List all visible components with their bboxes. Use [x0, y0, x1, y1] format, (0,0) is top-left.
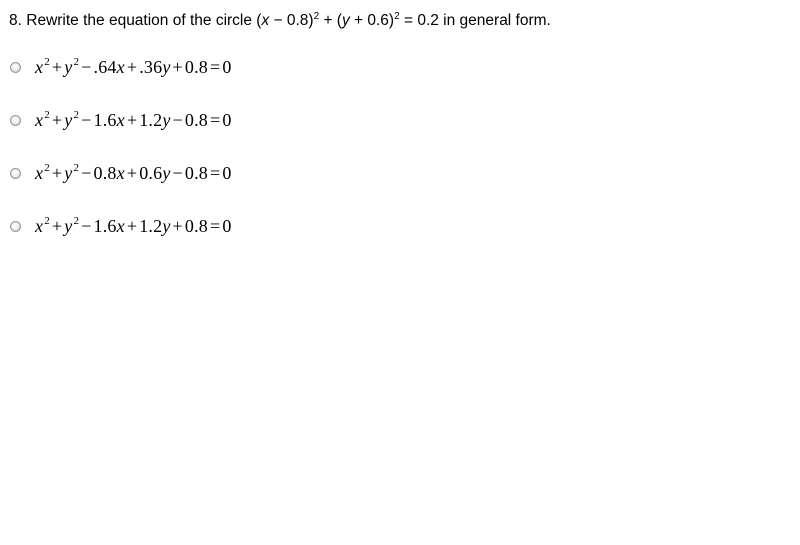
constant-term: 0.8 [184, 162, 208, 183]
answer-option-4[interactable] [10, 213, 232, 239]
operator-3: − [172, 109, 183, 130]
operator-2: + [126, 109, 138, 130]
y-exponent: 2 [73, 161, 80, 174]
x-variable-linear: x [116, 162, 125, 183]
operator-1: − [81, 109, 92, 130]
plus-operator: + [51, 109, 63, 130]
coefficient-2: 1.2 [139, 215, 163, 236]
question-exponent1: 2 [313, 11, 320, 22]
equals-sign: = [209, 215, 221, 236]
right-hand-side: 0 [222, 109, 232, 130]
operator-3: − [172, 162, 183, 183]
operator-1: − [81, 162, 92, 183]
y-exponent: 2 [73, 108, 80, 121]
x-exponent: 2 [44, 108, 50, 121]
operator-2: + [126, 56, 138, 77]
x-variable-linear: x [116, 109, 125, 130]
plus-operator: + [51, 56, 63, 77]
plus-operator: + [51, 162, 63, 183]
right-hand-side: 0 [222, 56, 232, 77]
operator-2: + [126, 162, 138, 183]
answer-option-1[interactable] [10, 54, 232, 80]
question-part3: + 0.6) [349, 12, 395, 29]
y-exponent: 2 [73, 214, 80, 227]
question-text-before: Rewrite the equation of the circle ( [26, 12, 262, 29]
y-variable: y [64, 162, 73, 183]
right-hand-side: 0 [222, 162, 232, 183]
question-part4: = 0.2 in general form. [399, 12, 551, 29]
question-x-variable: x [261, 12, 270, 29]
coefficient-1: .64 [93, 56, 117, 77]
coefficient-2: 1.2 [139, 109, 163, 130]
question-part2: + ( [319, 12, 342, 29]
y-variable-linear: y [162, 162, 171, 183]
x-variable-linear: x [116, 215, 125, 236]
operator-3: + [172, 56, 183, 77]
x-exponent: 2 [44, 55, 50, 68]
x-variable: x [35, 109, 44, 130]
y-variable: y [64, 109, 73, 130]
y-variable-linear: y [162, 56, 171, 77]
coefficient-2: 0.6 [139, 162, 163, 183]
answer-option-1-equation [35, 57, 232, 78]
question-exponent2: 2 [394, 11, 400, 22]
answer-option-2-equation [35, 110, 232, 131]
answer-option-3[interactable] [10, 160, 232, 186]
question-number: 8. [9, 12, 22, 29]
constant-term: 0.8 [184, 215, 208, 236]
radio-button-icon[interactable] [10, 115, 21, 126]
y-variable-linear: y [162, 109, 171, 130]
operator-2: + [126, 215, 138, 236]
answer-option-4-equation [35, 216, 232, 237]
question-part1: − 0.8) [269, 12, 314, 29]
x-variable: x [35, 162, 44, 183]
answer-option-2[interactable] [10, 107, 232, 133]
coefficient-1: 1.6 [93, 215, 117, 236]
x-variable: x [35, 215, 44, 236]
operator-3: + [172, 215, 183, 236]
operator-1: − [81, 215, 92, 236]
radio-button-icon[interactable] [10, 168, 21, 179]
right-hand-side: 0 [222, 215, 232, 236]
y-exponent: 2 [73, 55, 80, 68]
x-variable: x [35, 56, 44, 77]
constant-term: 0.8 [184, 56, 208, 77]
y-variable: y [64, 215, 73, 236]
x-variable-linear: x [116, 56, 125, 77]
equals-sign: = [209, 56, 221, 77]
x-exponent: 2 [44, 161, 50, 174]
question-y-variable: y [341, 12, 350, 29]
y-variable-linear: y [162, 215, 171, 236]
coefficient-1: 0.8 [93, 162, 117, 183]
coefficient-2: .36 [139, 56, 163, 77]
constant-term: 0.8 [184, 109, 208, 130]
plus-operator: + [51, 215, 63, 236]
y-variable: y [64, 56, 73, 77]
x-exponent: 2 [44, 214, 50, 227]
answer-option-3-equation [35, 163, 232, 184]
radio-button-icon[interactable] [10, 62, 21, 73]
coefficient-1: 1.6 [93, 109, 117, 130]
equals-sign: = [209, 109, 221, 130]
equals-sign: = [209, 162, 221, 183]
radio-button-icon[interactable] [10, 221, 21, 232]
operator-1: − [81, 56, 92, 77]
